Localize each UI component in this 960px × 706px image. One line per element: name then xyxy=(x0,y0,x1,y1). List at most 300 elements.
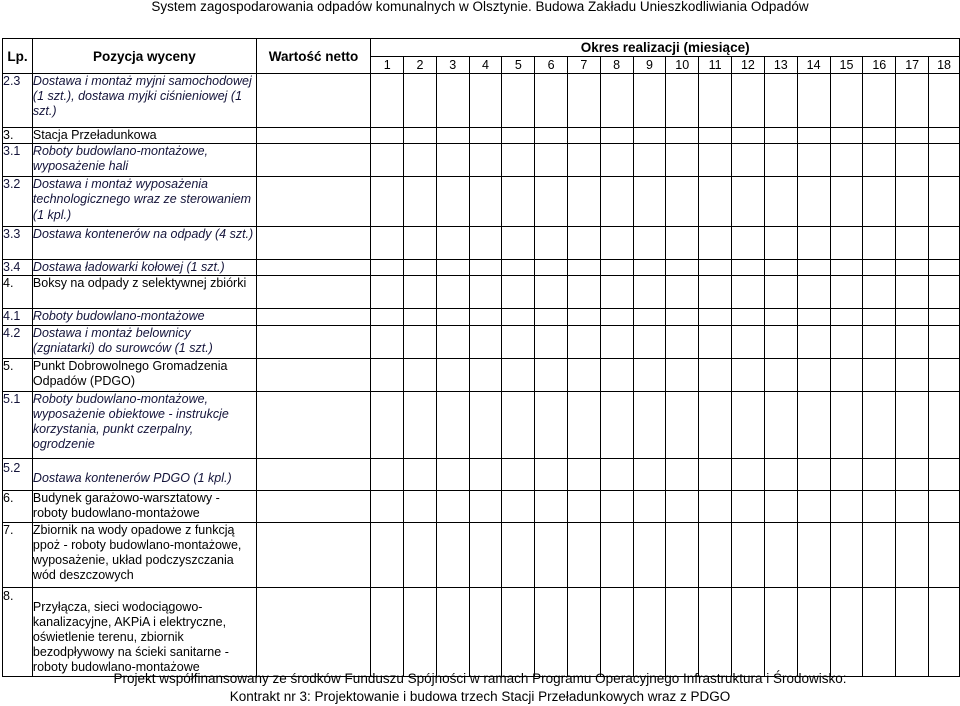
month-header: 3 xyxy=(436,57,469,74)
month-header: 15 xyxy=(830,57,863,74)
month-cell xyxy=(567,325,600,358)
month-cell xyxy=(863,458,896,490)
month-cell xyxy=(764,227,797,260)
month-cell xyxy=(830,358,863,391)
month-cell xyxy=(469,309,502,325)
month-cell xyxy=(567,490,600,522)
month-cell xyxy=(633,276,666,309)
value-cell xyxy=(256,325,370,358)
month-cell xyxy=(797,128,830,144)
month-cell xyxy=(502,74,535,128)
month-cell xyxy=(929,587,960,676)
month-cell xyxy=(436,458,469,490)
month-cell xyxy=(404,325,437,358)
row-description: Stacja Przeładunkowa xyxy=(32,128,256,144)
month-header: 14 xyxy=(797,57,830,74)
row-number: 4. xyxy=(3,276,33,309)
month-cell xyxy=(764,458,797,490)
month-cell xyxy=(371,128,404,144)
month-cell xyxy=(502,490,535,522)
month-cell xyxy=(633,309,666,325)
month-cell xyxy=(436,309,469,325)
month-cell xyxy=(502,128,535,144)
month-cell xyxy=(633,177,666,227)
month-cell xyxy=(502,325,535,358)
month-cell xyxy=(797,325,830,358)
row-number: 4.2 xyxy=(3,325,33,358)
month-header: 10 xyxy=(666,57,699,74)
month-cell xyxy=(600,391,633,458)
month-cell xyxy=(732,358,765,391)
month-cell xyxy=(830,177,863,227)
month-cell xyxy=(797,177,830,227)
month-cell xyxy=(633,144,666,177)
month-cell xyxy=(797,309,830,325)
month-cell xyxy=(797,587,830,676)
month-cell xyxy=(502,144,535,177)
month-cell xyxy=(469,177,502,227)
month-cell xyxy=(567,391,600,458)
page-header: System zagospodarowania odpadów komunalnych w Olsztynie. Budowa Zakładu Unieszkodliwiania Odpadów xyxy=(151,0,809,14)
month-cell xyxy=(863,309,896,325)
month-cell xyxy=(404,276,437,309)
value-cell xyxy=(256,358,370,391)
month-cell xyxy=(830,587,863,676)
month-cell xyxy=(535,276,568,309)
month-header: 2 xyxy=(404,57,437,74)
month-cell xyxy=(633,358,666,391)
month-cell xyxy=(797,458,830,490)
month-cell xyxy=(929,227,960,260)
month-cell xyxy=(600,358,633,391)
month-cell xyxy=(567,358,600,391)
month-cell xyxy=(469,587,502,676)
month-cell xyxy=(535,358,568,391)
month-cell xyxy=(567,587,600,676)
month-cell xyxy=(896,128,929,144)
table-row xyxy=(3,490,960,522)
month-cell xyxy=(929,144,960,177)
month-cell xyxy=(764,260,797,276)
footer-line-1: Projekt współfinansowany ze środków Funduszu Spójności w ramach Programu Operacyjnego Infrastruktura i Środowisko: xyxy=(113,671,847,686)
month-cell xyxy=(699,587,732,676)
month-cell xyxy=(502,227,535,260)
month-cell xyxy=(699,458,732,490)
month-header: 5 xyxy=(502,57,535,74)
month-cell xyxy=(666,391,699,458)
month-cell xyxy=(896,490,929,522)
month-cell xyxy=(600,325,633,358)
month-cell xyxy=(535,522,568,587)
month-cell xyxy=(863,490,896,522)
table-row xyxy=(3,587,960,676)
month-cell xyxy=(436,522,469,587)
month-cell xyxy=(666,74,699,128)
value-cell xyxy=(256,227,370,260)
month-cell xyxy=(732,276,765,309)
month-cell xyxy=(830,325,863,358)
month-cell xyxy=(929,260,960,276)
month-cell xyxy=(535,490,568,522)
row-description: Dostawa i montaż myjni samochodowej (1 szt.), dostawa myjki ciśnieniowej (1 szt.) xyxy=(32,74,256,128)
table-row xyxy=(3,227,960,260)
month-cell xyxy=(436,144,469,177)
month-cell xyxy=(764,490,797,522)
month-cell xyxy=(699,276,732,309)
row-number: 3. xyxy=(3,128,33,144)
month-cell xyxy=(404,587,437,676)
month-cell xyxy=(469,391,502,458)
row-number: 5.1 xyxy=(3,391,33,458)
month-cell xyxy=(567,227,600,260)
month-cell xyxy=(830,458,863,490)
row-number: 5. xyxy=(3,358,33,391)
month-cell xyxy=(502,276,535,309)
month-cell xyxy=(469,144,502,177)
month-cell xyxy=(469,458,502,490)
month-cell xyxy=(863,325,896,358)
month-header: 9 xyxy=(633,57,666,74)
table-row xyxy=(3,325,960,358)
month-cell xyxy=(764,522,797,587)
month-cell xyxy=(764,276,797,309)
row-number: 3.3 xyxy=(3,227,33,260)
month-cell xyxy=(929,309,960,325)
month-cell xyxy=(830,309,863,325)
month-cell xyxy=(404,522,437,587)
month-cell xyxy=(929,358,960,391)
value-cell xyxy=(256,144,370,177)
month-cell xyxy=(535,309,568,325)
month-cell xyxy=(929,74,960,128)
month-cell xyxy=(567,260,600,276)
month-cell xyxy=(929,276,960,309)
month-cell xyxy=(896,522,929,587)
month-cell xyxy=(732,177,765,227)
month-cell xyxy=(896,144,929,177)
value-cell xyxy=(256,522,370,587)
month-cell xyxy=(502,177,535,227)
month-cell xyxy=(633,128,666,144)
month-cell xyxy=(633,227,666,260)
month-cell xyxy=(929,522,960,587)
month-cell xyxy=(371,260,404,276)
month-cell xyxy=(404,358,437,391)
month-cell xyxy=(666,128,699,144)
month-header: 12 xyxy=(732,57,765,74)
month-cell xyxy=(666,177,699,227)
value-cell xyxy=(256,309,370,325)
month-cell xyxy=(666,587,699,676)
month-cell xyxy=(436,177,469,227)
value-cell xyxy=(256,391,370,458)
month-cell xyxy=(699,74,732,128)
month-cell xyxy=(896,74,929,128)
month-cell xyxy=(436,587,469,676)
month-cell xyxy=(863,177,896,227)
month-cell xyxy=(469,522,502,587)
month-cell xyxy=(600,177,633,227)
month-cell xyxy=(469,260,502,276)
month-cell xyxy=(436,490,469,522)
month-cell xyxy=(436,391,469,458)
month-cell xyxy=(764,128,797,144)
table-row xyxy=(3,522,960,587)
header-value: Wartość netto xyxy=(256,39,370,74)
table-row xyxy=(3,309,960,325)
month-cell xyxy=(567,128,600,144)
month-cell xyxy=(863,391,896,458)
month-cell xyxy=(469,227,502,260)
month-cell xyxy=(371,309,404,325)
month-cell xyxy=(371,227,404,260)
month-cell xyxy=(830,522,863,587)
month-cell xyxy=(863,260,896,276)
month-cell xyxy=(830,276,863,309)
month-cell xyxy=(732,144,765,177)
month-cell xyxy=(535,325,568,358)
month-cell xyxy=(699,309,732,325)
month-cell xyxy=(732,391,765,458)
month-cell xyxy=(436,74,469,128)
month-cell xyxy=(764,587,797,676)
month-cell xyxy=(830,74,863,128)
month-cell xyxy=(666,358,699,391)
table-row xyxy=(3,177,960,227)
month-cell xyxy=(896,177,929,227)
month-cell xyxy=(699,260,732,276)
month-cell xyxy=(404,177,437,227)
month-cell xyxy=(830,227,863,260)
month-cell xyxy=(863,128,896,144)
month-cell xyxy=(797,276,830,309)
month-cell xyxy=(404,144,437,177)
month-cell xyxy=(929,391,960,458)
table-row xyxy=(3,74,960,128)
month-cell xyxy=(600,276,633,309)
month-cell xyxy=(371,391,404,458)
month-cell xyxy=(600,144,633,177)
month-cell xyxy=(371,74,404,128)
month-cell xyxy=(764,177,797,227)
month-cell xyxy=(600,309,633,325)
month-cell xyxy=(699,144,732,177)
month-cell xyxy=(699,522,732,587)
month-cell xyxy=(830,260,863,276)
month-cell xyxy=(600,587,633,676)
month-cell xyxy=(929,128,960,144)
month-cell xyxy=(502,391,535,458)
value-cell xyxy=(256,490,370,522)
month-cell xyxy=(436,227,469,260)
month-cell xyxy=(797,260,830,276)
month-cell xyxy=(764,144,797,177)
row-number: 3.4 xyxy=(3,260,33,276)
row-description: Budynek garażowo-warsztatowy - roboty budowlano-montażowe xyxy=(32,490,256,522)
month-cell xyxy=(863,144,896,177)
month-cell xyxy=(436,128,469,144)
month-cell xyxy=(469,276,502,309)
month-cell xyxy=(896,358,929,391)
month-cell xyxy=(732,309,765,325)
month-cell xyxy=(371,276,404,309)
month-cell xyxy=(567,177,600,227)
month-cell xyxy=(535,74,568,128)
month-cell xyxy=(633,325,666,358)
month-header: 13 xyxy=(764,57,797,74)
month-cell xyxy=(502,587,535,676)
row-description: Boksy na odpady z selektywnej zbiórki xyxy=(32,276,256,309)
month-cell xyxy=(666,260,699,276)
month-cell xyxy=(830,128,863,144)
month-header: 17 xyxy=(896,57,929,74)
month-cell xyxy=(896,227,929,260)
month-cell xyxy=(600,128,633,144)
month-cell xyxy=(404,227,437,260)
month-cell xyxy=(732,458,765,490)
month-cell xyxy=(535,458,568,490)
table-row xyxy=(3,391,960,458)
month-cell xyxy=(732,260,765,276)
month-cell xyxy=(633,490,666,522)
month-cell xyxy=(535,144,568,177)
month-cell xyxy=(896,325,929,358)
month-cell xyxy=(732,325,765,358)
month-cell xyxy=(436,325,469,358)
month-header: 1 xyxy=(371,57,404,74)
month-cell xyxy=(436,260,469,276)
month-cell xyxy=(535,128,568,144)
month-cell xyxy=(797,490,830,522)
row-description: Dostawa i montaż belownicy (zgniatarki) do surowców (1 szt.) xyxy=(32,325,256,358)
month-cell xyxy=(732,74,765,128)
month-header: 16 xyxy=(863,57,896,74)
row-number: 3.2 xyxy=(3,177,33,227)
month-cell xyxy=(699,391,732,458)
month-cell xyxy=(863,227,896,260)
value-cell xyxy=(256,74,370,128)
month-cell xyxy=(371,177,404,227)
month-header: 8 xyxy=(600,57,633,74)
month-cell xyxy=(797,358,830,391)
month-cell xyxy=(502,309,535,325)
value-cell xyxy=(256,260,370,276)
month-cell xyxy=(896,587,929,676)
table-row xyxy=(3,260,960,276)
month-cell xyxy=(699,227,732,260)
month-cell xyxy=(404,128,437,144)
month-header: 11 xyxy=(699,57,732,74)
month-cell xyxy=(699,490,732,522)
row-number: 7. xyxy=(3,522,33,587)
month-cell xyxy=(830,144,863,177)
month-cell xyxy=(436,358,469,391)
row-description: Roboty budowlano-montażowe xyxy=(32,309,256,325)
month-cell xyxy=(666,309,699,325)
month-cell xyxy=(633,458,666,490)
value-cell xyxy=(256,587,370,676)
month-cell xyxy=(469,490,502,522)
month-cell xyxy=(699,358,732,391)
month-cell xyxy=(600,227,633,260)
month-cell xyxy=(797,391,830,458)
row-description: Przyłącza, sieci wodociągowo-kanalizacyjne, AKPiA i elektryczne, oświetlenie terenu, zbiornik bezodpływowy na ścieki sanitarne - roboty budowlano-montażowe xyxy=(32,587,256,676)
month-cell xyxy=(929,325,960,358)
value-cell xyxy=(256,177,370,227)
month-header: 4 xyxy=(469,57,502,74)
month-cell xyxy=(633,522,666,587)
month-cell xyxy=(797,144,830,177)
row-number: 6. xyxy=(3,490,33,522)
month-cell xyxy=(469,74,502,128)
month-header: 7 xyxy=(567,57,600,74)
month-cell xyxy=(732,490,765,522)
month-cell xyxy=(567,74,600,128)
month-cell xyxy=(764,391,797,458)
month-cell xyxy=(929,458,960,490)
row-number: 4.1 xyxy=(3,309,33,325)
month-cell xyxy=(764,325,797,358)
month-cell xyxy=(404,309,437,325)
month-cell xyxy=(404,458,437,490)
row-description: Roboty budowlano-montażowe, wyposażenie obiektowe - instrukcje korzystania, punkt czerpalny, ogrodzenie xyxy=(32,391,256,458)
month-cell xyxy=(502,260,535,276)
month-cell xyxy=(535,260,568,276)
month-cell xyxy=(666,522,699,587)
month-cell xyxy=(666,227,699,260)
month-cell xyxy=(863,276,896,309)
month-cell xyxy=(699,128,732,144)
table-row xyxy=(3,128,960,144)
month-cell xyxy=(764,74,797,128)
table-row xyxy=(3,358,960,391)
month-cell xyxy=(896,260,929,276)
month-cell xyxy=(371,458,404,490)
month-cell xyxy=(732,587,765,676)
month-cell xyxy=(469,358,502,391)
row-number: 3.1 xyxy=(3,144,33,177)
month-cell xyxy=(535,227,568,260)
month-cell xyxy=(666,144,699,177)
month-cell xyxy=(633,74,666,128)
month-cell xyxy=(404,74,437,128)
schedule-table xyxy=(2,38,960,677)
month-cell xyxy=(567,276,600,309)
month-cell xyxy=(535,177,568,227)
month-cell xyxy=(797,227,830,260)
month-cell xyxy=(600,490,633,522)
month-cell xyxy=(666,458,699,490)
month-cell xyxy=(371,325,404,358)
month-header: 6 xyxy=(535,57,568,74)
month-cell xyxy=(371,358,404,391)
month-cell xyxy=(633,391,666,458)
month-cell xyxy=(633,587,666,676)
month-cell xyxy=(797,522,830,587)
value-cell xyxy=(256,276,370,309)
month-cell xyxy=(666,276,699,309)
row-description: Roboty budowlano-montażowe, wyposażenie hali xyxy=(32,144,256,177)
table-row xyxy=(3,276,960,309)
month-cell xyxy=(764,309,797,325)
month-cell xyxy=(371,144,404,177)
month-cell xyxy=(666,490,699,522)
month-cell xyxy=(863,587,896,676)
value-cell xyxy=(256,128,370,144)
month-cell xyxy=(371,522,404,587)
schedule-body xyxy=(3,74,960,677)
header-item: Pozycja wyceny xyxy=(32,39,256,74)
